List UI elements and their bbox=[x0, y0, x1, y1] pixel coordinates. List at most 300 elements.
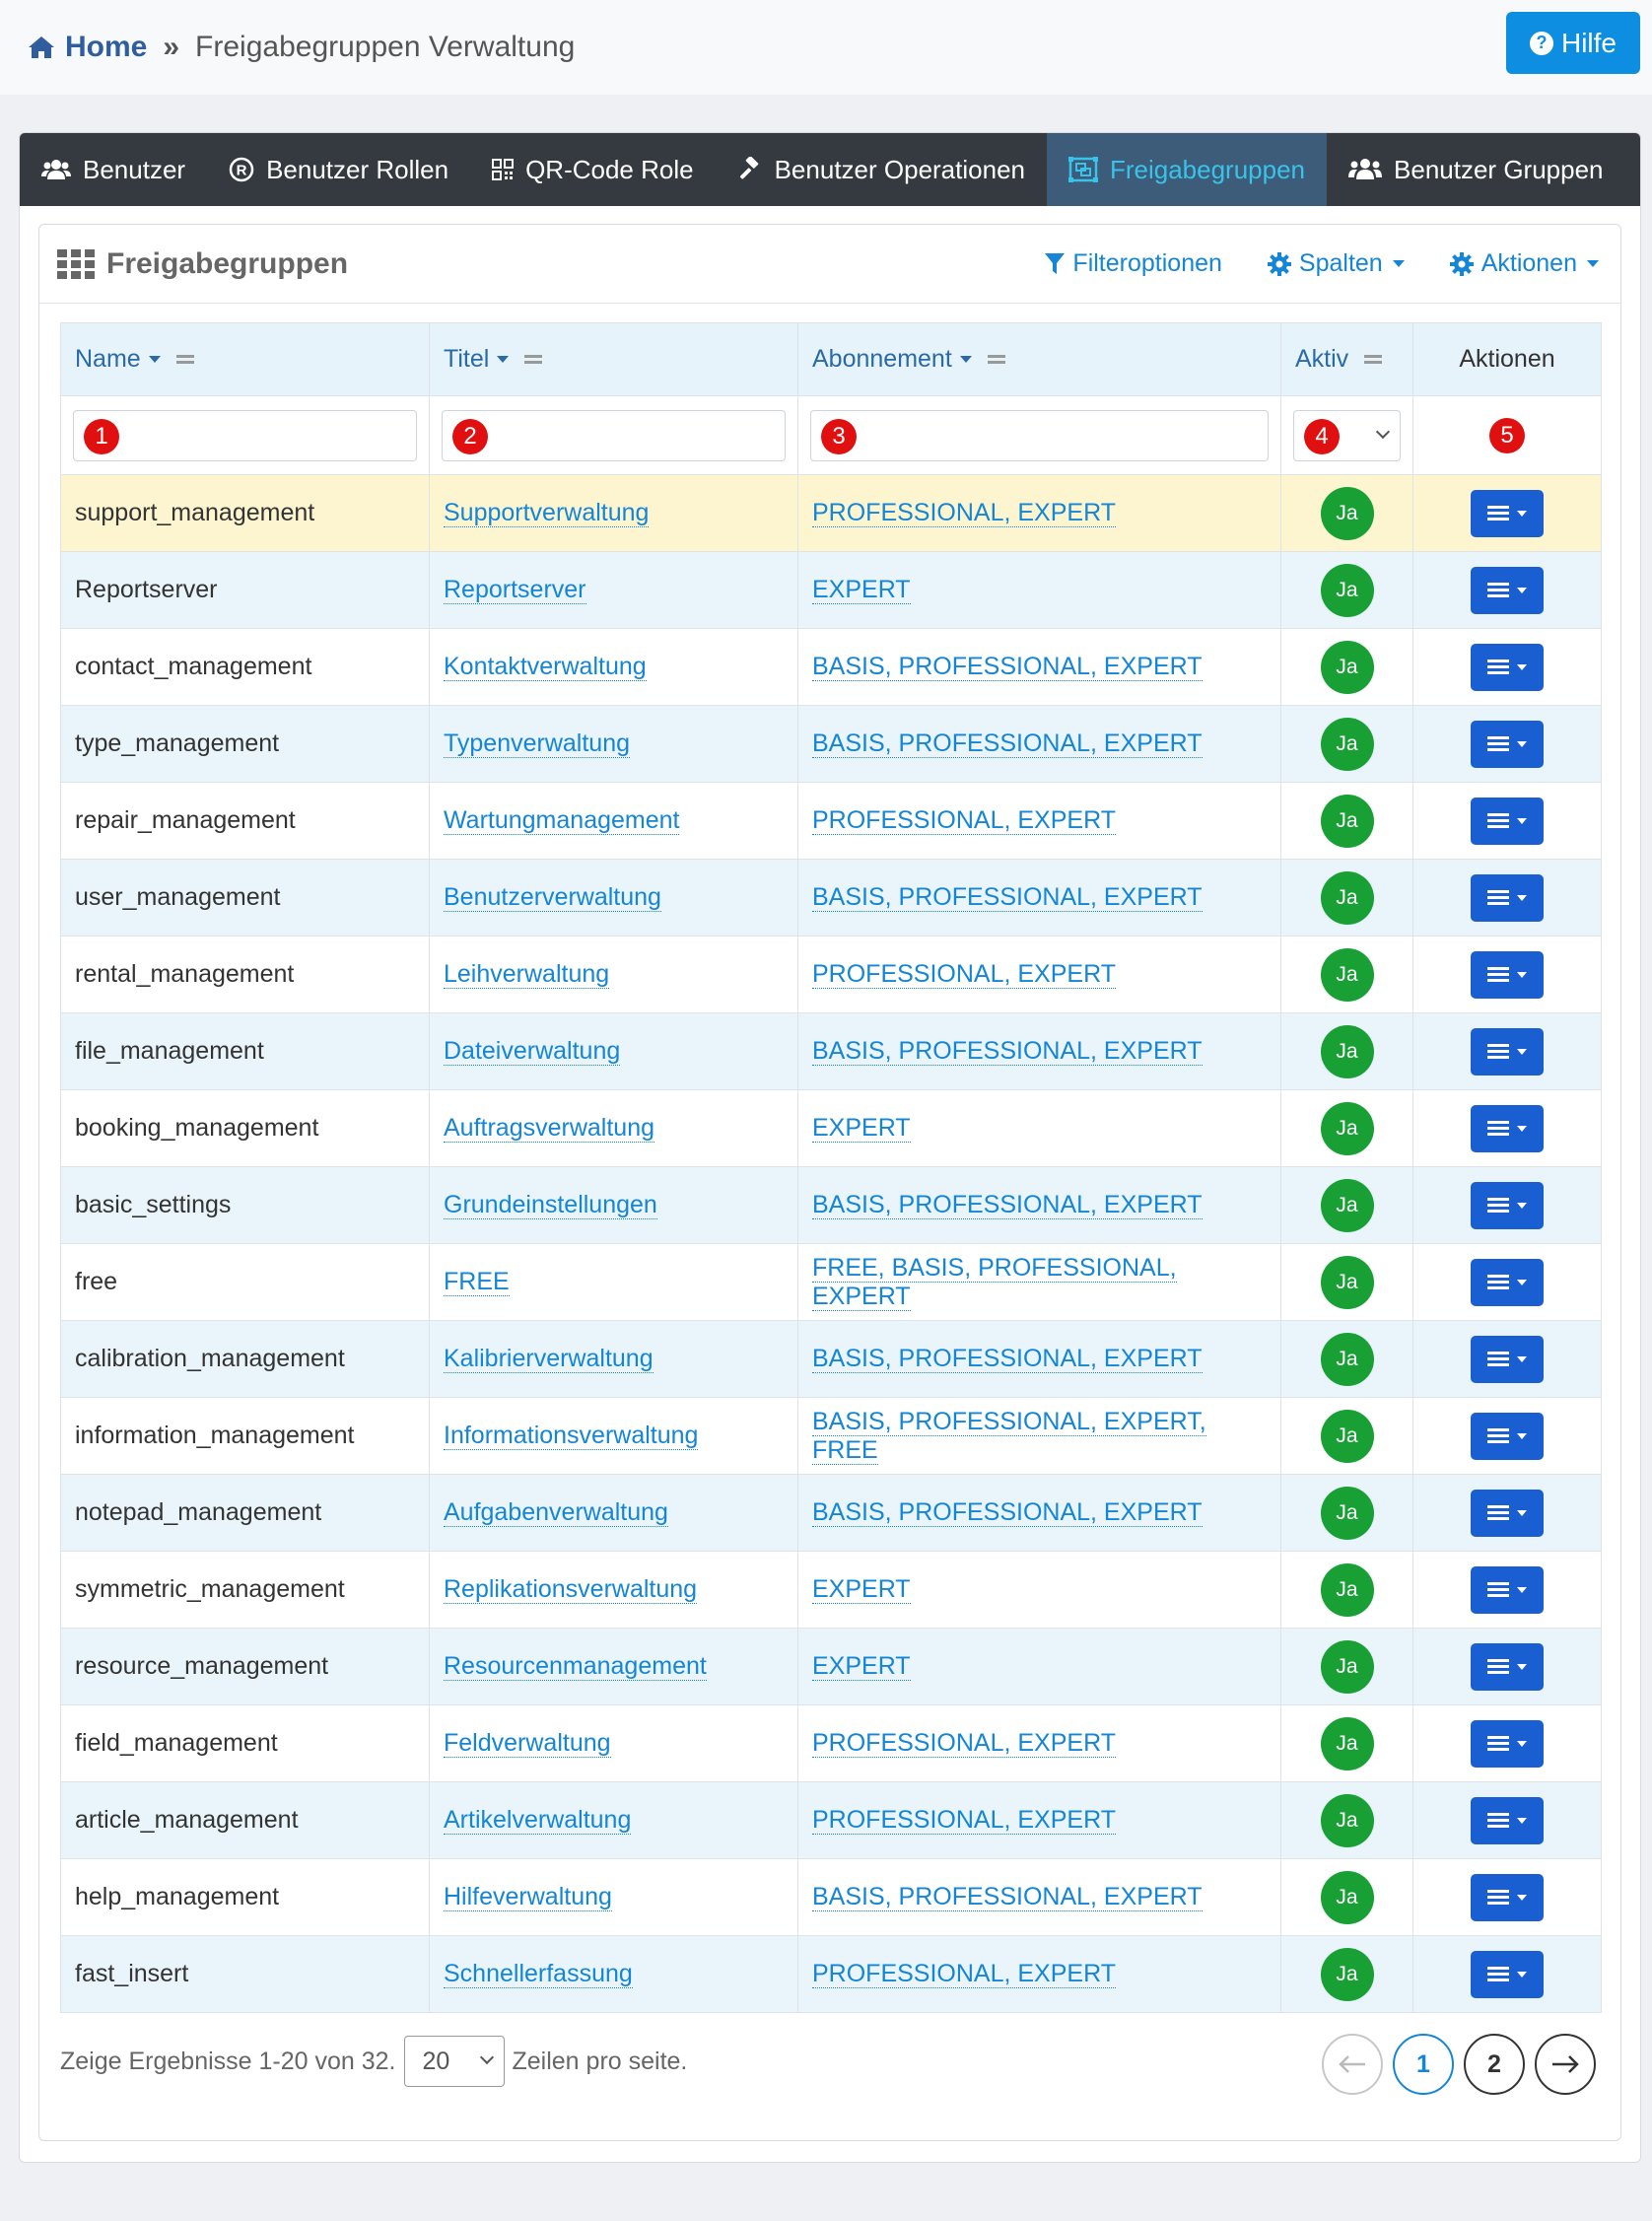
panel-actions bbox=[999, 249, 1599, 278]
previous-page-button[interactable] bbox=[1322, 2034, 1383, 2095]
chevron-down-icon bbox=[479, 2050, 493, 2064]
actions-cell bbox=[1413, 1398, 1602, 1475]
row-title-link[interactable]: Grundeinstellungen bbox=[444, 1191, 657, 1218]
row-title-link[interactable]: Supportverwaltung bbox=[444, 499, 650, 526]
bars-icon bbox=[1487, 1887, 1509, 1908]
bars-icon bbox=[1487, 1349, 1509, 1369]
actions-cell bbox=[1413, 1782, 1602, 1859]
table-row bbox=[61, 1321, 1602, 1398]
column-header-active[interactable] bbox=[1281, 323, 1413, 396]
row-subscription-link[interactable]: BASIS, PROFESSIONAL, EXPERT bbox=[812, 1191, 1203, 1218]
active-filter-select[interactable] bbox=[1293, 410, 1401, 461]
bars-icon bbox=[1487, 1041, 1509, 1062]
row-actions-button[interactable] bbox=[1471, 1336, 1544, 1383]
active-status-badge: Ja bbox=[1321, 1871, 1374, 1924]
row-subscription-link[interactable]: BASIS, PROFESSIONAL, EXPERT bbox=[812, 729, 1203, 757]
column-menu-icon[interactable] bbox=[176, 352, 194, 367]
subscription-cell bbox=[798, 1859, 1281, 1936]
row-actions-button[interactable] bbox=[1471, 490, 1544, 537]
row-title-link[interactable]: Schnellerfassung bbox=[444, 1960, 633, 1987]
row-subscription-link[interactable]: BASIS, PROFESSIONAL, EXPERT bbox=[812, 1345, 1203, 1372]
tab-benutzer-rollen[interactable] bbox=[207, 133, 470, 206]
tab-label: Freigabegruppen bbox=[1109, 154, 1306, 184]
bars-icon bbox=[1487, 1810, 1509, 1831]
active-cell bbox=[1281, 783, 1413, 860]
column-header-subscription[interactable] bbox=[798, 323, 1281, 396]
main-card bbox=[19, 132, 1641, 2163]
subscription-cell bbox=[798, 1629, 1281, 1705]
chevron-down-icon bbox=[1393, 260, 1405, 267]
active-cell bbox=[1281, 1859, 1413, 1936]
title-cell bbox=[430, 860, 798, 937]
row-title-link[interactable]: Kalibrierverwaltung bbox=[444, 1345, 654, 1372]
row-title-link[interactable]: Typenverwaltung bbox=[444, 729, 631, 757]
row-subscription-link[interactable]: PROFESSIONAL, EXPERT bbox=[812, 1960, 1116, 1987]
tab-label: Benutzer bbox=[83, 154, 186, 184]
filter-icon bbox=[1045, 253, 1065, 275]
table-row bbox=[61, 1398, 1602, 1475]
row-actions-button[interactable] bbox=[1471, 951, 1544, 999]
row-title-link[interactable]: Artikelverwaltung bbox=[444, 1806, 632, 1834]
title-cell bbox=[430, 1552, 798, 1629]
active-cell bbox=[1281, 860, 1413, 937]
actions-cell bbox=[1413, 706, 1602, 783]
active-cell bbox=[1281, 1629, 1413, 1705]
table-row bbox=[61, 706, 1602, 783]
row-actions-button[interactable] bbox=[1471, 874, 1544, 922]
row-subscription-link[interactable]: EXPERT bbox=[812, 1114, 911, 1142]
row-subscription-link[interactable]: BASIS, PROFESSIONAL, EXPERT bbox=[812, 883, 1203, 911]
row-actions-button[interactable] bbox=[1471, 1490, 1544, 1537]
row-name: fast_insert bbox=[75, 1960, 189, 1987]
per-page-value: 20 bbox=[422, 2047, 450, 2075]
row-title-link[interactable]: FREE bbox=[444, 1268, 510, 1295]
row-actions-button[interactable] bbox=[1471, 1182, 1544, 1229]
row-title-link[interactable]: Informationsverwaltung bbox=[444, 1422, 699, 1449]
active-cell bbox=[1281, 1782, 1413, 1859]
active-cell bbox=[1281, 1936, 1413, 2013]
subscription-cell bbox=[798, 1244, 1281, 1321]
tab-benutzer-gruppen[interactable] bbox=[1327, 133, 1624, 206]
subscription-cell bbox=[798, 937, 1281, 1013]
title-cell bbox=[430, 475, 798, 552]
title-cell bbox=[430, 1859, 798, 1936]
subscription-filter-input[interactable] bbox=[810, 410, 1269, 461]
active-status-badge: Ja bbox=[1321, 1563, 1374, 1617]
row-title-link[interactable]: Hilfeverwaltung bbox=[444, 1883, 612, 1910]
row-actions-button[interactable] bbox=[1471, 1643, 1544, 1691]
active-cell bbox=[1281, 629, 1413, 706]
row-subscription-link[interactable]: EXPERT bbox=[812, 1652, 911, 1680]
active-status-badge: Ja bbox=[1321, 1948, 1374, 2001]
row-subscription-link[interactable]: EXPERT bbox=[812, 576, 911, 603]
row-name: rental_management bbox=[75, 960, 295, 988]
subscription-cell bbox=[798, 475, 1281, 552]
column-menu-icon[interactable] bbox=[1364, 352, 1382, 367]
bars-icon bbox=[1487, 887, 1509, 908]
subscription-cell bbox=[798, 1936, 1281, 2013]
home-icon bbox=[28, 35, 55, 60]
row-subscription-link[interactable]: PROFESSIONAL, EXPERT bbox=[812, 499, 1116, 526]
title-cell bbox=[430, 1782, 798, 1859]
tab-freigabegruppen[interactable] bbox=[1047, 133, 1327, 206]
registered-icon bbox=[229, 157, 254, 182]
bars-icon bbox=[1487, 1118, 1509, 1139]
row-name: notepad_management bbox=[75, 1498, 322, 1526]
next-page-button[interactable] bbox=[1535, 2034, 1596, 2095]
row-title-link[interactable]: Auftragsverwaltung bbox=[444, 1114, 655, 1142]
row-subscription-link[interactable]: BASIS, PROFESSIONAL, EXPERT bbox=[812, 1498, 1203, 1526]
name-cell bbox=[61, 1398, 430, 1475]
users-icon bbox=[41, 158, 71, 181]
actions-cell bbox=[1413, 1321, 1602, 1398]
subscription-cell bbox=[798, 1321, 1281, 1398]
filter-options-label: Filteroptionen bbox=[1072, 249, 1222, 277]
row-title-link[interactable]: Dateiverwaltung bbox=[444, 1037, 621, 1065]
subscription-cell bbox=[798, 1552, 1281, 1629]
arrow-right-icon bbox=[1550, 2054, 1580, 2074]
row-title-link[interactable]: Wartungmanagement bbox=[444, 806, 680, 834]
chevron-down-icon bbox=[1517, 511, 1527, 517]
active-status-badge: Ja bbox=[1321, 871, 1374, 925]
row-title-link[interactable]: Replikationsverwaltung bbox=[444, 1575, 698, 1603]
svg-text:R: R bbox=[236, 162, 247, 179]
bars-icon bbox=[1487, 1656, 1509, 1677]
row-actions-button[interactable] bbox=[1471, 1720, 1544, 1768]
subscription-cell bbox=[798, 552, 1281, 629]
breadcrumb-current: Freigabegruppen Verwaltung bbox=[195, 31, 576, 63]
breadcrumb bbox=[28, 24, 575, 71]
row-name: type_management bbox=[75, 729, 280, 757]
name-cell bbox=[61, 1936, 430, 2013]
arrow-left-icon bbox=[1338, 2054, 1367, 2074]
actions-cell bbox=[1413, 937, 1602, 1013]
row-actions-button[interactable] bbox=[1471, 1028, 1544, 1076]
active-status-badge: Ja bbox=[1321, 1794, 1374, 1847]
row-subscription-link[interactable]: BASIS, PROFESSIONAL, EXPERT bbox=[812, 1883, 1203, 1910]
row-actions-button[interactable] bbox=[1471, 798, 1544, 845]
name-cell bbox=[61, 1475, 430, 1552]
row-title-link[interactable]: Reportserver bbox=[444, 576, 586, 603]
subscription-cell bbox=[798, 783, 1281, 860]
actions-label: Aktionen bbox=[1480, 249, 1577, 277]
user-group-icon bbox=[1348, 158, 1382, 181]
tab-label: Benutzer Gruppen bbox=[1394, 154, 1604, 184]
active-cell bbox=[1281, 1244, 1413, 1321]
name-cell bbox=[61, 1782, 430, 1859]
actions-cell bbox=[1413, 1859, 1602, 1936]
row-name: file_management bbox=[75, 1037, 264, 1065]
active-status-badge: Ja bbox=[1321, 487, 1374, 540]
active-status-badge: Ja bbox=[1321, 718, 1374, 771]
row-name: calibration_management bbox=[75, 1345, 345, 1372]
row-subscription-link[interactable]: EXPERT bbox=[812, 1575, 911, 1603]
column-header-title[interactable] bbox=[430, 323, 798, 396]
subscription-cell bbox=[798, 1705, 1281, 1782]
table-row bbox=[61, 1013, 1602, 1090]
row-name: help_management bbox=[75, 1883, 280, 1910]
row-name: booking_management bbox=[75, 1114, 319, 1142]
columns-dropdown[interactable] bbox=[1268, 249, 1405, 278]
name-cell bbox=[61, 1244, 430, 1321]
results-text: Zeige Ergebnisse 1-20 von 32. bbox=[60, 2047, 396, 2075]
active-cell bbox=[1281, 1013, 1413, 1090]
row-title-link[interactable]: Leihverwaltung bbox=[444, 960, 610, 988]
title-cell bbox=[430, 706, 798, 783]
active-status-badge: Ja bbox=[1321, 1025, 1374, 1078]
title-cell bbox=[430, 1013, 798, 1090]
title-cell bbox=[430, 937, 798, 1013]
name-cell bbox=[61, 1705, 430, 1782]
bars-icon bbox=[1487, 1579, 1509, 1600]
bars-icon bbox=[1487, 580, 1509, 600]
chevron-down-icon bbox=[1517, 1510, 1527, 1516]
active-cell bbox=[1281, 1705, 1413, 1782]
tab-label: QR-Code Role bbox=[525, 154, 694, 184]
question-circle-icon: ? bbox=[1530, 32, 1553, 55]
chevron-down-icon bbox=[1587, 260, 1599, 267]
subscription-cell bbox=[798, 706, 1281, 783]
active-status-badge: Ja bbox=[1321, 948, 1374, 1002]
name-cell bbox=[61, 629, 430, 706]
help-button[interactable] bbox=[1506, 12, 1640, 74]
qrcode-icon bbox=[492, 159, 514, 180]
row-actions-button[interactable] bbox=[1471, 1413, 1544, 1460]
column-header-label: Aktiv bbox=[1295, 345, 1349, 373]
row-name: basic_settings bbox=[75, 1191, 232, 1218]
tab-benutzer-operationen[interactable] bbox=[716, 133, 1047, 206]
chevron-down-icon bbox=[1517, 1587, 1527, 1593]
name-cell bbox=[61, 1167, 430, 1244]
chevron-down-icon bbox=[1517, 895, 1527, 901]
row-name: free bbox=[75, 1268, 118, 1295]
breadcrumb-home-label: Home bbox=[65, 31, 148, 63]
chevron-down-icon bbox=[1376, 424, 1390, 438]
bars-icon bbox=[1487, 1964, 1509, 1984]
chevron-down-icon bbox=[1517, 972, 1527, 978]
row-subscription-link[interactable]: BASIS, PROFESSIONAL, EXPERT, FREE bbox=[812, 1407, 1206, 1464]
active-status-badge: Ja bbox=[1321, 1717, 1374, 1770]
annotation-badge: 5 bbox=[1489, 418, 1525, 453]
subscription-cell bbox=[798, 1475, 1281, 1552]
table-row bbox=[61, 1782, 1602, 1859]
actions-cell bbox=[1413, 1013, 1602, 1090]
table-row bbox=[61, 1475, 1602, 1552]
row-actions-button[interactable] bbox=[1471, 1951, 1544, 1998]
per-page-suffix: Zeilen pro seite. bbox=[512, 2047, 688, 2075]
bars-icon bbox=[1487, 1195, 1509, 1215]
actions-cell bbox=[1413, 1629, 1602, 1705]
results-summary bbox=[60, 2034, 687, 2089]
bars-icon bbox=[1487, 733, 1509, 754]
active-cell bbox=[1281, 552, 1413, 629]
table-row bbox=[61, 1705, 1602, 1782]
subscription-cell bbox=[798, 1090, 1281, 1167]
tab-qr-code-role[interactable] bbox=[470, 133, 716, 206]
row-name: symmetric_management bbox=[75, 1575, 345, 1603]
subscription-cell bbox=[798, 860, 1281, 937]
row-subscription-link[interactable]: BASIS, PROFESSIONAL, EXPERT bbox=[812, 1037, 1203, 1065]
name-cell bbox=[61, 552, 430, 629]
column-header-label: Abonnement bbox=[812, 345, 952, 373]
tab-benutzer[interactable] bbox=[20, 133, 207, 206]
name-cell bbox=[61, 937, 430, 1013]
chevron-down-icon bbox=[1517, 741, 1527, 747]
chevron-down-icon bbox=[1517, 1433, 1527, 1439]
title-cell bbox=[430, 783, 798, 860]
annotation-badge: 1 bbox=[84, 419, 119, 454]
name-cell bbox=[61, 1859, 430, 1936]
active-status-badge: Ja bbox=[1321, 795, 1374, 848]
active-status-badge: Ja bbox=[1321, 641, 1374, 694]
title-cell bbox=[430, 1629, 798, 1705]
filter-options-button[interactable] bbox=[1045, 249, 1221, 278]
chevron-down-icon bbox=[1517, 1203, 1527, 1209]
gear-icon bbox=[1450, 252, 1474, 276]
active-cell bbox=[1281, 1475, 1413, 1552]
name-cell bbox=[61, 860, 430, 937]
column-header-label: Name bbox=[75, 345, 141, 373]
bars-icon bbox=[1487, 1502, 1509, 1523]
row-actions-button[interactable] bbox=[1471, 1105, 1544, 1152]
annotation-badge: 4 bbox=[1304, 419, 1340, 454]
chevron-down-icon bbox=[1517, 1664, 1527, 1670]
row-subscription-link[interactable]: PROFESSIONAL, EXPERT bbox=[812, 1729, 1116, 1757]
title-filter-input[interactable] bbox=[442, 410, 786, 461]
row-name: Reportserver bbox=[75, 576, 218, 603]
active-cell bbox=[1281, 1321, 1413, 1398]
row-actions-button[interactable] bbox=[1471, 644, 1544, 691]
table-footer bbox=[60, 2034, 1601, 2103]
row-title-link[interactable]: Resourcenmanagement bbox=[444, 1652, 707, 1680]
chevron-down-icon bbox=[1517, 1895, 1527, 1901]
table-row bbox=[61, 629, 1602, 706]
table-row bbox=[61, 1090, 1602, 1167]
row-title-link[interactable]: Benutzerverwaltung bbox=[444, 883, 661, 911]
panel-title bbox=[57, 247, 348, 281]
active-status-badge: Ja bbox=[1321, 1333, 1374, 1386]
bars-icon bbox=[1487, 503, 1509, 523]
row-title-link[interactable]: Kontaktverwaltung bbox=[444, 653, 647, 680]
actions-cell bbox=[1413, 1090, 1602, 1167]
name-filter-input[interactable] bbox=[73, 410, 417, 461]
table-body bbox=[61, 475, 1602, 2013]
active-cell bbox=[1281, 1167, 1413, 1244]
row-subscription-link[interactable]: BASIS, PROFESSIONAL, EXPERT bbox=[812, 653, 1203, 680]
title-cell bbox=[430, 629, 798, 706]
row-name: support_management bbox=[75, 499, 315, 526]
page-button-2[interactable]: 2 bbox=[1464, 2034, 1525, 2095]
row-subscription-link[interactable]: PROFESSIONAL, EXPERT bbox=[812, 960, 1116, 988]
sort-caret-icon bbox=[960, 356, 972, 363]
name-cell bbox=[61, 1321, 430, 1398]
column-menu-icon[interactable] bbox=[988, 352, 1005, 367]
row-subscription-link[interactable]: PROFESSIONAL, EXPERT bbox=[812, 1806, 1116, 1834]
actions-dropdown[interactable] bbox=[1450, 249, 1599, 278]
active-cell bbox=[1281, 1552, 1413, 1629]
subscription-cell bbox=[798, 1167, 1281, 1244]
active-status-badge: Ja bbox=[1321, 1102, 1374, 1155]
column-menu-icon[interactable] bbox=[524, 352, 542, 367]
chevron-down-icon bbox=[1517, 1126, 1527, 1132]
row-actions-button[interactable] bbox=[1471, 721, 1544, 768]
row-subscription-link[interactable]: FREE, BASIS, PROFESSIONAL, EXPERT bbox=[812, 1253, 1177, 1310]
title-cell bbox=[430, 1936, 798, 2013]
actions-cell bbox=[1413, 1552, 1602, 1629]
name-cell bbox=[61, 1552, 430, 1629]
row-actions-button[interactable] bbox=[1471, 1566, 1544, 1614]
row-title-link[interactable]: Feldverwaltung bbox=[444, 1729, 611, 1757]
active-status-badge: Ja bbox=[1321, 1640, 1374, 1694]
chevron-down-icon bbox=[1517, 818, 1527, 824]
columns-label: Spalten bbox=[1298, 249, 1383, 277]
page-button-1[interactable]: 1 bbox=[1393, 2034, 1454, 2095]
active-status-badge: Ja bbox=[1321, 1487, 1374, 1540]
table-row bbox=[61, 860, 1602, 937]
chevron-down-icon bbox=[1517, 1280, 1527, 1285]
actions-cell bbox=[1413, 552, 1602, 629]
table-row bbox=[61, 937, 1602, 1013]
title-cell bbox=[430, 1321, 798, 1398]
row-name: information_management bbox=[75, 1422, 355, 1449]
row-actions-button[interactable] bbox=[1471, 1874, 1544, 1921]
active-cell bbox=[1281, 937, 1413, 1013]
actions-cell bbox=[1413, 1705, 1602, 1782]
row-actions-button[interactable] bbox=[1471, 1259, 1544, 1306]
actions-cell bbox=[1413, 860, 1602, 937]
row-actions-button[interactable] bbox=[1471, 1797, 1544, 1844]
name-cell bbox=[61, 1629, 430, 1705]
column-header-name[interactable] bbox=[61, 323, 430, 396]
title-cell bbox=[430, 1398, 798, 1475]
active-cell bbox=[1281, 1398, 1413, 1475]
row-actions-button[interactable] bbox=[1471, 567, 1544, 614]
table-container bbox=[60, 322, 1601, 2013]
bars-icon bbox=[1487, 1733, 1509, 1754]
breadcrumb-home-link[interactable] bbox=[28, 31, 147, 64]
row-name: user_management bbox=[75, 883, 281, 911]
active-status-badge: Ja bbox=[1321, 1179, 1374, 1232]
gavel-icon bbox=[737, 157, 763, 182]
row-name: contact_management bbox=[75, 653, 312, 680]
name-cell bbox=[61, 1013, 430, 1090]
annotation-badge: 3 bbox=[821, 419, 857, 454]
pagination bbox=[1312, 2034, 1596, 2095]
table-row bbox=[61, 1629, 1602, 1705]
tab-bar bbox=[20, 133, 1640, 206]
name-cell bbox=[61, 783, 430, 860]
column-header-label: Aktionen bbox=[1459, 345, 1555, 373]
row-title-link[interactable]: Aufgabenverwaltung bbox=[444, 1498, 668, 1526]
freigabegruppen-panel bbox=[38, 224, 1621, 2141]
bars-icon bbox=[1487, 1425, 1509, 1446]
title-cell bbox=[430, 552, 798, 629]
filter-row bbox=[61, 396, 1602, 475]
row-name: article_management bbox=[75, 1806, 299, 1834]
active-status-badge: Ja bbox=[1321, 1410, 1374, 1463]
sort-caret-icon bbox=[497, 356, 509, 363]
gear-icon bbox=[1268, 252, 1291, 276]
active-cell bbox=[1281, 1090, 1413, 1167]
table-row bbox=[61, 1167, 1602, 1244]
per-page-select[interactable] bbox=[404, 2036, 505, 2087]
column-header-label: Titel bbox=[444, 345, 490, 373]
row-subscription-link[interactable]: PROFESSIONAL, EXPERT bbox=[812, 806, 1116, 834]
tab-label: Benutzer Rollen bbox=[266, 154, 449, 184]
subscription-cell bbox=[798, 1398, 1281, 1475]
active-status-badge: Ja bbox=[1321, 1256, 1374, 1309]
active-cell bbox=[1281, 475, 1413, 552]
